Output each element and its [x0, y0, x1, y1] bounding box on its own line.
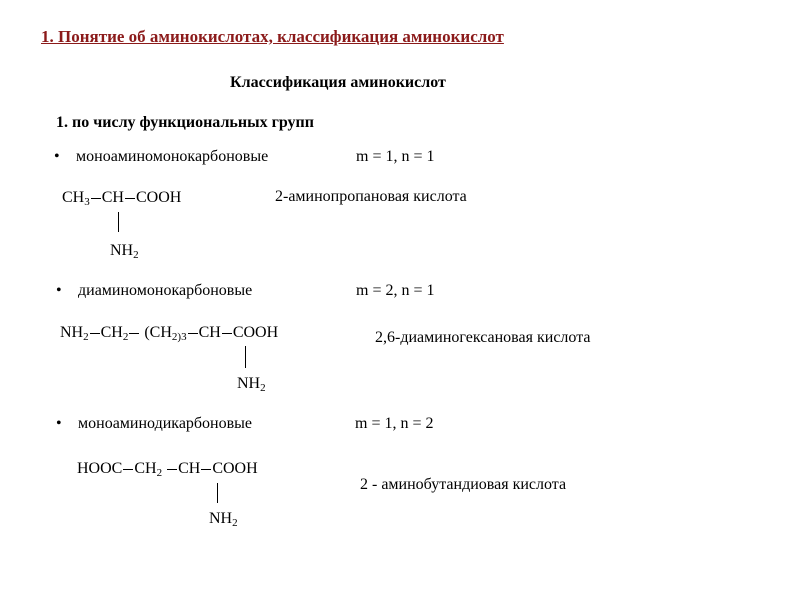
bond-line [123, 469, 133, 470]
vertical-bond [118, 212, 119, 232]
group-3-branch: $NH_2$ [209, 510, 238, 529]
bond-line [201, 469, 211, 470]
group-1-item [54, 148, 268, 166]
group-2-formula: $NH_2$ $CH_2$ ($CH_{2)3}$ CH COOH [60, 324, 279, 343]
group-2-name: диаминомонокарбоновые [78, 282, 253, 299]
group-1-mn: m = 1, n = 1 [356, 148, 435, 165]
group-2-mn: m = 2, n = 1 [356, 282, 435, 299]
page-title: 1. Понятие об аминокислотах, классификация аминокислот [41, 27, 504, 46]
bond-line [91, 198, 101, 199]
group-3-item [56, 415, 252, 433]
bond-line [167, 469, 177, 470]
section-heading: 1. по числу функциональных групп [56, 114, 314, 131]
group-1-compound: 2-аминопропановая кислота [275, 188, 467, 205]
group-3-formula: HOOC $CH_2$ CH COOH [77, 460, 258, 479]
group-3-compound: 2 - аминобутандиовая кислота [360, 476, 567, 493]
bond-line [129, 333, 139, 334]
vertical-bond [245, 346, 246, 368]
bullet-icon: • [56, 415, 62, 432]
bond-line [125, 198, 135, 199]
group-2-compound: 2,6-диаминогексановая кислота [375, 329, 591, 346]
group-1-name: моноаминомонокарбоновые [76, 148, 269, 165]
bond-line [90, 333, 100, 334]
vertical-bond [217, 483, 218, 503]
bullet-icon: • [56, 282, 62, 299]
bond-line [222, 333, 232, 334]
subtitle: Классификация аминокислот [230, 74, 446, 91]
group-1-formula: $CH_3$ CH COOH [62, 189, 182, 208]
bond-line [188, 333, 198, 334]
group-1-branch: $NH_2$ [110, 242, 139, 261]
group-2-branch: $NH_2$ [237, 375, 266, 394]
group-2-item [56, 282, 252, 300]
bullet-icon: • [54, 148, 60, 165]
group-3-name: моноаминодикарбоновые [78, 415, 253, 432]
group-3-mn: m = 1, n = 2 [355, 415, 434, 432]
